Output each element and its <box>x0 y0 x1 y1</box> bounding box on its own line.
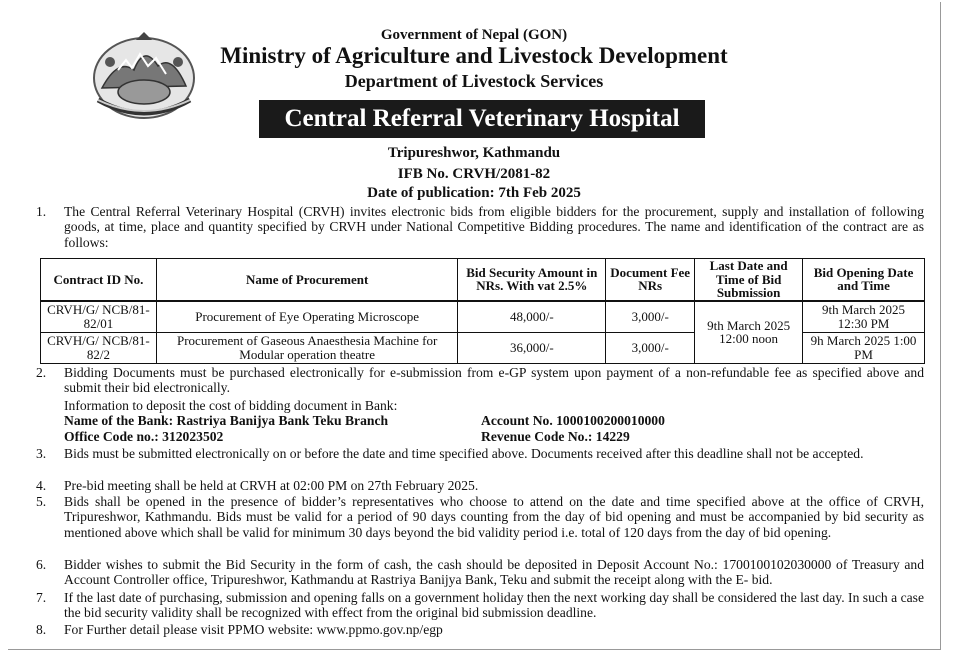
document-fee-cell: 3,000/- <box>606 332 695 363</box>
table-row <box>41 301 925 333</box>
column-header: Bid Security Amount in NRs. With vat 2.5% <box>458 259 606 301</box>
point-text: Bidder wishes to submit the Bid Security in the form of cash, the cash should be deposited in Deposit Account No.: 1700100102030000 of Treasury and Account Controller office, Tripureshwor, Kathmandu at Rastriya Banijya Bank, Teku and submit the receipt along with the E- bid. <box>64 557 924 588</box>
bank-name: Name of the Bank: Rastriya Banijya Bank Teku Branch <box>64 413 389 429</box>
point-2 <box>36 365 924 396</box>
point-number: 1. <box>36 204 47 219</box>
ministry-title: Ministry of Agriculture and Livestock Development <box>220 43 728 68</box>
point-5 <box>36 494 924 540</box>
document-fee-cell: 3,000/- <box>606 301 695 333</box>
point-text: If the last date of purchasing, submission and opening falls on a government holiday then the next working day shall be considered the last day. In such a case the bid security validity shall be recognized with effect from the original bid submission deadline. <box>64 590 924 621</box>
point-number: 4. <box>36 478 47 493</box>
publication-date: Date of publication: 7th Feb 2025 <box>367 185 581 201</box>
point-number: 5. <box>36 494 47 509</box>
table-header-row <box>41 259 925 301</box>
column-header: Name of Procurement <box>156 259 458 301</box>
point-text: The Central Referral Veterinary Hospital (CRVH) invites electronic bids from eligible bidders for the procurement, supply and installation of following goods, at time, place and quantity specified by CRVH under National Competitive Bidding procedures. The name and identification of the contract are as follows: <box>64 204 924 250</box>
revenue-code: Revenue Code No.: 14229 <box>481 429 630 445</box>
procurement-name-cell: Procurement of Eye Operating Microscope <box>156 301 458 333</box>
point-8 <box>36 622 924 637</box>
notice-page <box>8 2 941 650</box>
point-4 <box>36 478 924 493</box>
column-header: Document Fee NRs <box>606 259 695 301</box>
point-text: Bidding Documents must be purchased electronically for e-submission from e-GP system upon payment of a non-refundable fee as specified above and submit their bid electronically. <box>64 365 924 396</box>
department-title: Department of Livestock Services <box>344 71 604 91</box>
account-number: Account No. 1000100200010000 <box>481 413 665 429</box>
column-header: Bid Opening Date and Time <box>803 259 925 301</box>
bid-opening-cell: 9h March 2025 1:00 PM <box>803 332 925 363</box>
point-6 <box>36 557 924 588</box>
point-number: 7. <box>36 590 47 605</box>
bid-security-cell: 48,000/- <box>458 301 606 333</box>
column-header: Contract ID No. <box>41 259 157 301</box>
bid-security-cell: 36,000/- <box>458 332 606 363</box>
contract-table <box>40 258 925 364</box>
ifb-number: IFB No. CRVH/2081-82 <box>397 166 551 182</box>
point-number: 3. <box>36 446 47 461</box>
point-7 <box>36 590 924 621</box>
contract-id-cell: CRVH/G/ NCB/81-82/01 <box>41 301 157 333</box>
government-title: Government of Nepal (GON) <box>380 27 568 43</box>
contract-id-cell: CRVH/G/ NCB/81-82/2 <box>41 332 157 363</box>
bank-details <box>64 413 924 444</box>
point-text: For Further detail please visit PPMO website: www.ppmo.gov.np/egp <box>64 622 443 637</box>
bank-info-intro: Information to deposit the cost of bidding document in Bank: <box>64 398 398 413</box>
point-number: 2. <box>36 365 47 380</box>
bank-info <box>64 398 924 444</box>
bid-opening-cell: 9th March 2025 12:30 PM <box>803 301 925 333</box>
point-text: Bids must be submitted electronically on or before the date and time specified above. Documents received after this deadline shall not be accepted. <box>64 446 864 461</box>
point-number: 6. <box>36 557 47 572</box>
office-code: Office Code no.: 312023502 <box>64 429 224 445</box>
last-date-cell: 9th March 2025 12:00 noon <box>695 301 803 364</box>
point-number: 8. <box>36 622 47 637</box>
point-text: Bids shall be opened in the presence of bidder’s representatives who choose to attend on the date and time specified above at the office of CRVH, Tripureshwor, Kathmandu. Bids must be valid for a period of 90 days counting from the day of bid opening and must be accompanied by bid security as mentioned above which shall be valid for minimum 30 days beyond the bid validity period i.e. total of 120 days from the day of bid opening. <box>64 494 924 540</box>
office-banner: Central Referral Veterinary Hospital <box>259 100 705 138</box>
point-1 <box>36 204 924 250</box>
procurement-name-cell: Procurement of Gaseous Anaesthesia Machine for Modular operation theatre <box>156 332 458 363</box>
point-3 <box>36 446 924 461</box>
column-header: Last Date and Time of Bid Submission <box>695 259 803 301</box>
point-text: Pre-bid meeting shall be held at CRVH at 02:00 PM on 27th February 2025. <box>64 478 479 493</box>
office-location: Tripureshwor, Kathmandu <box>387 145 561 161</box>
